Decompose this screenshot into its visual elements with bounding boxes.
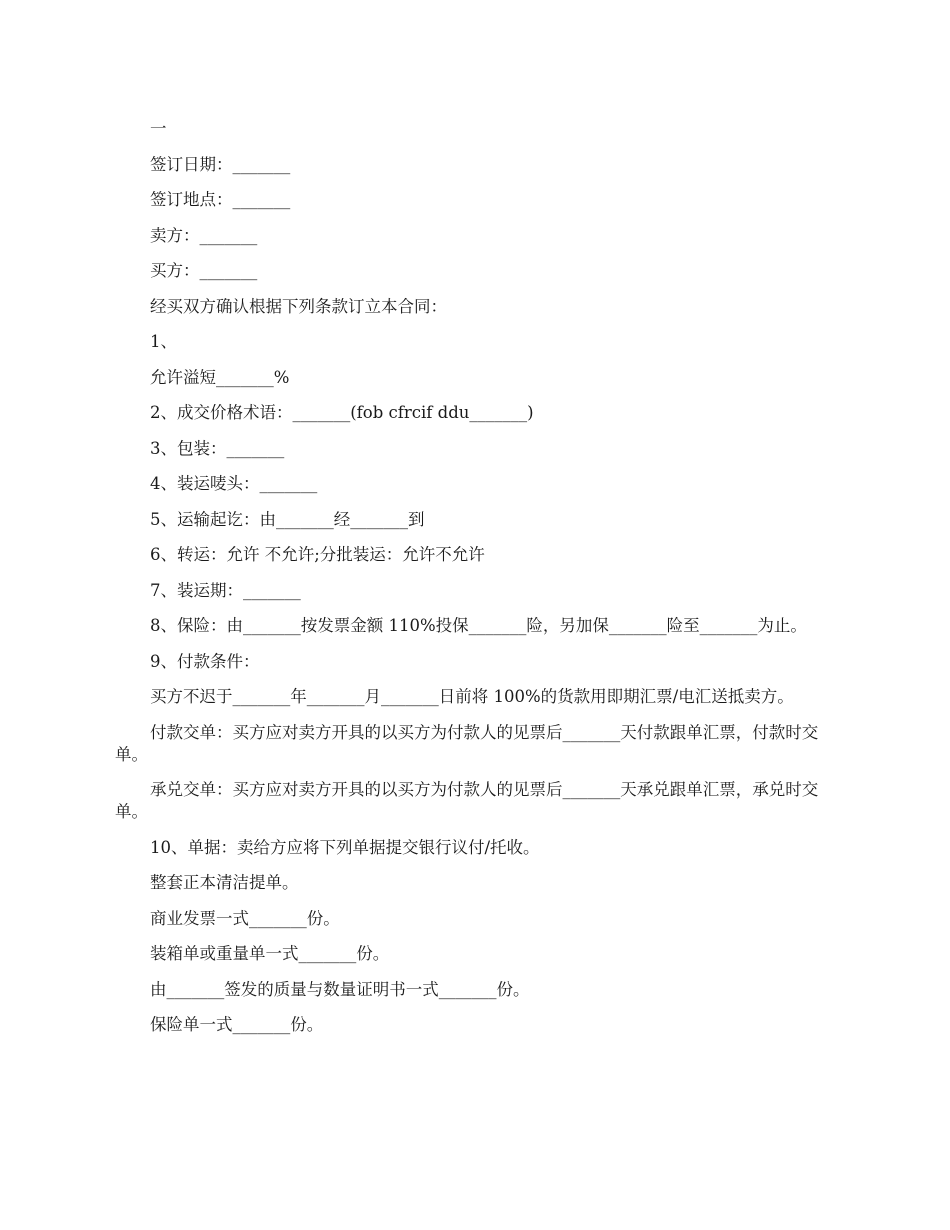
paragraph-seller: 卖方：_______ <box>150 225 258 245</box>
paragraph-section-mark: 一 <box>150 119 167 138</box>
paragraph-payment-dp: 付款交单：买方应对卖方开具的以买方为付款人的见票后_______天付款跟单汇票，付款时交单。 <box>115 722 819 764</box>
paragraph-clause-8: 8、保险：由_______按发票金额 110%投保_______险，另加保_______险至_______为止。 <box>150 616 807 635</box>
paragraph-bill-of-lading: 整套正本清洁提单。 <box>150 873 299 892</box>
paragraph-payment-deadline: 买方不迟于_______年_______月_______日前将 100%的货款用即期汇票/电汇送抵卖方。 <box>150 687 794 706</box>
paragraph-signing-place: 签订地点：_______ <box>150 190 291 209</box>
paragraph-tolerance: 允许溢短_______% <box>150 367 290 387</box>
paragraph-clause-4: 4、装运唛头：_______ <box>150 474 318 493</box>
paragraph-clause-6: 6、转运：允许 不允许;分批装运：允许不允许 <box>150 545 485 564</box>
paragraph-clause-10: 10、单据：卖给方应将下列单据提交银行议付/托收。 <box>150 837 540 857</box>
paragraph-buyer: 买方：_______ <box>150 261 258 280</box>
paragraph-quality-certificate: 由_______签发的质量与数量证明书一式_______份。 <box>150 979 530 999</box>
paragraph-clause-2: 2、成交价格术语：_______(fob cfrcif ddu_______) <box>150 403 534 422</box>
paragraph-clause-1: 1、 <box>150 332 177 351</box>
paragraph-clause-9: 9、付款条件： <box>150 651 260 671</box>
paragraph-commercial-invoice: 商业发票一式_______份。 <box>150 908 340 928</box>
paragraph-packing-list: 装箱单或重量单一式_______份。 <box>150 944 390 963</box>
paragraph-clause-7: 7、装运期：_______ <box>150 580 301 600</box>
paragraph-signing-date: 签订日期：_______ <box>150 154 291 174</box>
paragraph-clause-3: 3、包装：_______ <box>150 438 285 458</box>
paragraph-clause-5: 5、运输起讫：由_______经_______到 <box>150 509 425 529</box>
document-body <box>115 118 835 1050</box>
paragraph-payment-da: 承兑交单：买方应对卖方开具的以买方为付款人的见票后_______天承兑跟单汇票，承兑时交单。 <box>115 780 819 821</box>
paragraph-insurance-policy: 保险单一式_______份。 <box>150 1015 324 1034</box>
paragraph-intro: 经买双方确认根据下列条款订立本合同： <box>150 296 447 316</box>
